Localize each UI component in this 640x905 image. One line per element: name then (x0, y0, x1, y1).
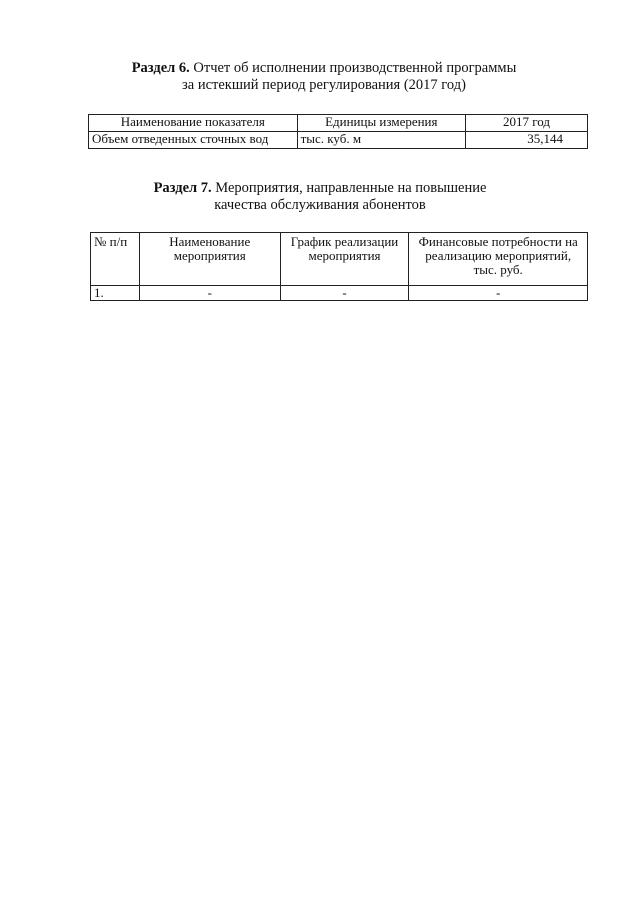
section-7-title-text: Мероприятия, направленные на повышение (215, 180, 487, 196)
section-6-title-text: Отчет об исполнении производственной программы (193, 60, 517, 76)
section-7-number: Раздел 7. (153, 180, 212, 196)
section-6-title (4, 60, 640, 94)
table-cell: тыс. куб. м (297, 132, 465, 149)
table-header-cell: График реализации мероприятия (280, 233, 409, 286)
table-row (91, 286, 588, 301)
table-header-cell: Наименование мероприятия (139, 233, 280, 286)
section-6-title-line1 (4, 60, 640, 77)
table-header-cell: 2017 год (465, 115, 587, 132)
table-header-row (91, 233, 588, 286)
table-header-cell: Наименование показателя (89, 115, 298, 132)
table-cell: - (409, 286, 588, 301)
section-7-title-line2: качества обслуживания абонентов (214, 197, 426, 213)
table-row (89, 132, 588, 149)
table-cell: 35,144 (465, 132, 587, 149)
table-header-row (89, 115, 588, 132)
table-cell: - (139, 286, 280, 301)
section-6-title-line2: за истекший период регулирования (2017 год) (182, 77, 466, 93)
table-header-cell: Единицы измерения (297, 115, 465, 132)
section-6-number: Раздел 6. (131, 60, 190, 76)
section-7-table (90, 232, 588, 301)
table-cell: 1. (91, 286, 140, 301)
table-cell: - (280, 286, 409, 301)
table-cell: Объем отведенных сточных вод (89, 132, 298, 149)
section-6-table (88, 114, 588, 149)
table-header-cell: Финансовые потребности на реализацию мероприятий, тыс. руб. (409, 233, 588, 286)
section-7-title (0, 180, 640, 214)
section-7-title-line1 (0, 180, 640, 197)
table-header-cell: № п/п (91, 233, 140, 286)
